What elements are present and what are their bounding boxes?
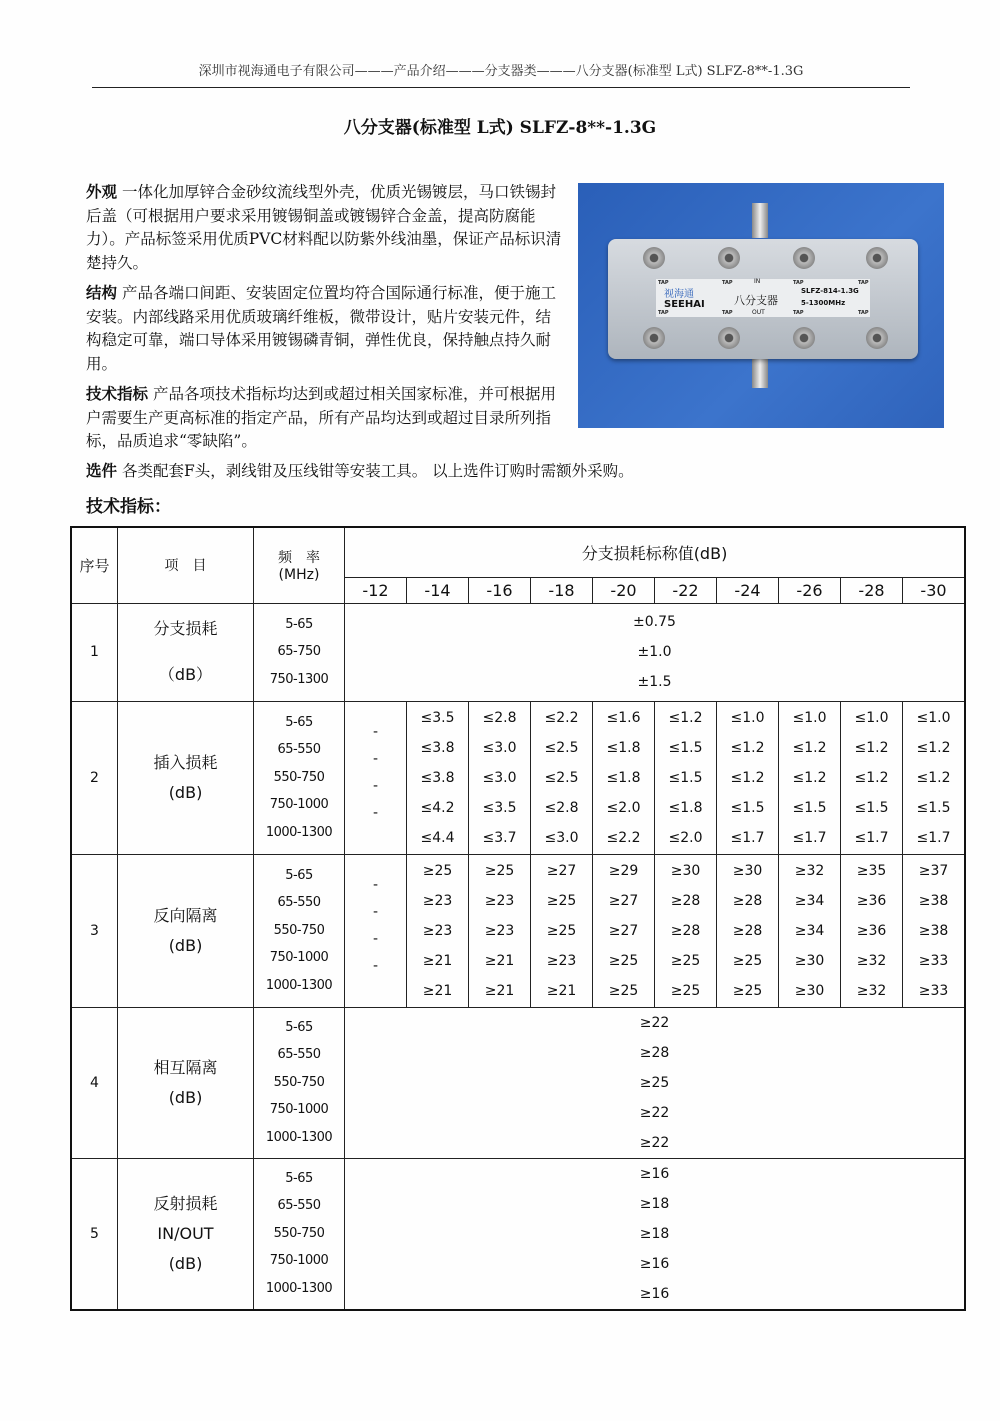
value: ≥28 — [670, 892, 701, 909]
value: ≤4.4 — [420, 829, 455, 846]
value: ±1.5 — [637, 674, 672, 690]
value: ≤2.2 — [544, 709, 579, 726]
tap-label: TAP — [722, 280, 733, 286]
appearance-paragraph — [86, 180, 564, 275]
header-col: -14 — [407, 577, 469, 603]
value: ≤1.2 — [854, 739, 889, 756]
dash: - — [372, 777, 379, 794]
value: ≤1.2 — [854, 769, 889, 786]
tap-label: TAP — [658, 310, 669, 316]
value: ≥30 — [794, 982, 825, 999]
running-header: 深圳市视海通电子有限公司———产品介绍———分支器类———八分支器(标准型 L式) SLFZ-8**-1.3G — [92, 60, 910, 88]
col-minus12-values — [345, 854, 407, 1007]
dash: - — [372, 804, 379, 821]
value: ≥32 — [794, 862, 825, 879]
value: ≥25 — [670, 982, 701, 999]
tap-port — [866, 247, 888, 269]
value: ≥25 — [484, 862, 515, 879]
value: ≥18 — [639, 1195, 670, 1212]
freq-value: 1000-1300 — [265, 1129, 333, 1145]
value: ≤2.8 — [544, 799, 579, 816]
value-cell — [593, 701, 655, 854]
row-item-line: 分支损耗 — [153, 619, 218, 638]
value: ≥27 — [608, 922, 639, 939]
structure-text: 产品各端口间距、安装固定位置均符合国际通行标准，便于施工安装。内部线路采用优质玻璃纤维板，微带设计，贴片安装元件，结构稳定可靠，端口导体采用镀锡磷青铜，弹性优良，保持触点持久耐用。 — [86, 284, 556, 373]
value-cell — [407, 701, 469, 854]
value: ≥16 — [639, 1255, 670, 1272]
value: ≥16 — [639, 1285, 670, 1302]
table-row — [71, 1007, 965, 1158]
merged-value — [345, 1007, 966, 1158]
appearance-text: 一体化加厚锌合金砂纹流线型外壳，优质光锡镀层，马口铁锡封后盖（可根据用户要求采用镀锡铜盖或镀锡锌合金盖，提高防腐能力）。产品标签采用优质PVC材料配以防紫外线油墨，保证产品标识清楚持久。 — [86, 183, 562, 272]
value: ≤1.2 — [730, 739, 765, 756]
tap-label: TAP — [858, 310, 869, 316]
tap-label: TAP — [858, 280, 869, 286]
page-title: 八分支器(标准型 L式) SLFZ-8**-1.3G — [343, 118, 657, 138]
value: ≥23 — [484, 892, 515, 909]
out-label: OUT — [752, 309, 765, 316]
tap-port — [793, 327, 815, 349]
freq-value: 750-1300 — [269, 671, 329, 687]
tap-label: TAP — [722, 310, 733, 316]
model-label: SLFZ-814-1.3G — [801, 287, 859, 295]
value-cell — [717, 701, 779, 854]
dash: - — [372, 876, 379, 893]
row-item — [118, 603, 254, 701]
header-col: -30 — [903, 577, 966, 603]
value-cell — [779, 854, 841, 1007]
header-row — [71, 527, 965, 577]
row-item-line: (dB) — [168, 1087, 203, 1107]
tap-port — [718, 247, 740, 269]
header-col: -28 — [841, 577, 903, 603]
intro-text — [86, 180, 564, 460]
value: ≤1.5 — [668, 739, 703, 756]
value: ≥28 — [732, 892, 763, 909]
value: ≥34 — [794, 922, 825, 939]
table-row — [71, 854, 965, 1007]
value: ≥27 — [546, 862, 577, 879]
product-name-label: 八分支器 — [734, 294, 778, 307]
merged-value — [345, 1158, 966, 1310]
value: ≥37 — [918, 862, 949, 879]
appearance-label: 外观 — [86, 182, 118, 201]
value: ≤1.8 — [668, 799, 703, 816]
value-cell — [903, 854, 966, 1007]
value: ≥38 — [918, 922, 949, 939]
row-item-line: 反向隔离 — [153, 905, 218, 925]
freq-value: 65-550 — [277, 1198, 321, 1214]
row-freq — [254, 854, 345, 1007]
value: ≤1.5 — [730, 799, 765, 816]
value-cell — [841, 854, 903, 1007]
value: ≥23 — [546, 952, 577, 969]
merged-value — [345, 603, 966, 701]
value: ≥34 — [794, 892, 825, 909]
freq-value: 65-550 — [277, 895, 321, 911]
value: ≤1.7 — [854, 829, 889, 846]
freq-value: 5-65 — [285, 867, 313, 883]
dash: - — [372, 750, 379, 767]
table-row — [71, 603, 965, 701]
value: ≤3.5 — [482, 799, 517, 816]
row-number: 5 — [71, 1158, 118, 1310]
tap-port — [793, 247, 815, 269]
structure-paragraph — [86, 281, 564, 376]
row-freq — [254, 1007, 345, 1158]
in-label: IN — [754, 278, 761, 285]
value: ≤1.7 — [730, 829, 765, 846]
spec-text: 产品各项技术指标均达到或超过相关国家标准，并可根据用户需要生产更高标准的指定产品，所有产品均达到或超过目录所列指标，品质追求“零缺陷”。 — [86, 385, 556, 450]
row-freq — [254, 1158, 345, 1310]
row-item-line: （dB） — [158, 665, 213, 684]
tap-port — [718, 327, 740, 349]
value-cell — [469, 701, 531, 854]
value: ≥27 — [608, 892, 639, 909]
structure-label: 结构 — [86, 283, 118, 302]
header-col: -18 — [531, 577, 593, 603]
header-no: 序号 — [71, 527, 118, 603]
options-label: 选件 — [86, 461, 118, 480]
header-col: -12 — [345, 577, 407, 603]
header-freq — [254, 527, 345, 603]
value: ≤1.6 — [606, 709, 641, 726]
value: ≥21 — [546, 982, 577, 999]
tap-port — [643, 247, 665, 269]
value: ≤1.2 — [916, 769, 951, 786]
splitter-body — [608, 239, 918, 359]
value: ≤2.0 — [668, 829, 703, 846]
value: ≥18 — [639, 1225, 670, 1242]
value-cell — [903, 701, 966, 854]
freq-value: 750-1000 — [269, 1253, 329, 1269]
value: ≤1.5 — [916, 799, 951, 816]
value: ≥22 — [639, 1134, 670, 1151]
value-cell — [593, 854, 655, 1007]
value: ≤1.0 — [854, 709, 889, 726]
value: ≥25 — [732, 982, 763, 999]
header-col: -16 — [469, 577, 531, 603]
value: ≥23 — [484, 922, 515, 939]
value: ≥30 — [732, 862, 763, 879]
row-item-line: 相互隔离 — [153, 1057, 218, 1077]
value: ≥28 — [639, 1044, 670, 1061]
row-item-line: (dB) — [168, 1253, 203, 1273]
value: ≥25 — [732, 952, 763, 969]
value: ≥36 — [856, 892, 887, 909]
row-number: 2 — [71, 701, 118, 854]
freq-value: 5-65 — [285, 616, 313, 632]
tap-label: TAP — [793, 310, 804, 316]
freq-value: 750-1000 — [269, 797, 329, 813]
value: ≥36 — [856, 922, 887, 939]
value: ≥30 — [670, 862, 701, 879]
col-minus12-values — [345, 701, 407, 854]
value: ≤1.5 — [792, 799, 827, 816]
header-freq-unit: (MHz) — [278, 567, 320, 584]
tap-port — [643, 327, 665, 349]
value-cell — [779, 701, 841, 854]
value: ≤1.0 — [792, 709, 827, 726]
value: ≤1.2 — [668, 709, 703, 726]
spec-paragraph — [86, 382, 564, 454]
value: ≤3.8 — [420, 769, 455, 786]
freq-value: 65-550 — [277, 1047, 321, 1063]
table-row — [71, 701, 965, 854]
header-freq-label: 频 率 — [278, 550, 320, 567]
row-item-line: 插入损耗 — [153, 752, 218, 772]
dash: - — [372, 723, 379, 740]
value: ≥25 — [608, 982, 639, 999]
brand-cn: 视海通 — [664, 289, 694, 300]
value: ≤2.0 — [606, 799, 641, 816]
value: ≥28 — [670, 922, 701, 939]
value: ≤1.5 — [668, 769, 703, 786]
tap-label: TAP — [793, 280, 804, 286]
value: ≤1.2 — [730, 769, 765, 786]
dash: - — [372, 903, 379, 920]
row-item-line: (dB) — [168, 935, 203, 955]
value: ≥28 — [732, 922, 763, 939]
freq-value: 750-1000 — [269, 1102, 329, 1118]
freq-value: 550-750 — [273, 769, 325, 785]
value: ≥25 — [546, 922, 577, 939]
freq-value: 550-750 — [273, 1225, 325, 1241]
product-label — [656, 279, 870, 317]
row-number: 4 — [71, 1007, 118, 1158]
value: ≥23 — [422, 922, 453, 939]
value: ≤2.8 — [482, 709, 517, 726]
value: ≤1.7 — [792, 829, 827, 846]
value: ≤3.7 — [482, 829, 517, 846]
freq-value: 1000-1300 — [265, 1280, 333, 1296]
value: ≤3.0 — [482, 739, 517, 756]
value-cell — [531, 854, 593, 1007]
brand-en: SEEHAI — [664, 299, 705, 310]
row-item — [118, 1158, 254, 1310]
value: ≥23 — [422, 892, 453, 909]
value: ≤1.2 — [916, 739, 951, 756]
value: ≤2.5 — [544, 769, 579, 786]
value: ≥22 — [639, 1014, 670, 1031]
row-freq — [254, 701, 345, 854]
value: ≥32 — [856, 952, 887, 969]
header-col: -26 — [779, 577, 841, 603]
value: ≤1.2 — [792, 769, 827, 786]
value: ≥25 — [670, 952, 701, 969]
freq-value: 5-65 — [285, 714, 313, 730]
value: ≥29 — [608, 862, 639, 879]
value: ≥33 — [918, 952, 949, 969]
value: ≥21 — [484, 952, 515, 969]
value: ≤2.5 — [544, 739, 579, 756]
value-cell — [469, 854, 531, 1007]
value: ±1.0 — [637, 644, 672, 660]
freq-value: 750-1000 — [269, 950, 329, 966]
row-freq — [254, 603, 345, 701]
value-cell — [655, 854, 717, 1007]
value: ≥21 — [422, 952, 453, 969]
value: ≥33 — [918, 982, 949, 999]
value: ≤1.8 — [606, 769, 641, 786]
value: ≤1.0 — [916, 709, 951, 726]
value: ≥21 — [422, 982, 453, 999]
value-cell — [531, 701, 593, 854]
product-photo — [578, 183, 944, 428]
freq-value: 550-750 — [273, 922, 325, 938]
value: ≤1.5 — [854, 799, 889, 816]
value: ≤1.7 — [916, 829, 951, 846]
freq-value: 65-750 — [277, 644, 321, 660]
freq-value: 550-750 — [273, 1074, 325, 1090]
spec-heading: 技术指标： — [86, 497, 171, 517]
tap-port — [866, 327, 888, 349]
value: ≤1.2 — [792, 739, 827, 756]
freq-value: 65-550 — [277, 742, 321, 758]
row-number: 1 — [71, 603, 118, 701]
freq-value: 1000-1300 — [265, 977, 333, 993]
header-item: 项 目 — [118, 527, 254, 603]
row-item-line: 反射损耗 — [153, 1193, 218, 1213]
value-cell — [841, 701, 903, 854]
freq-value: 5-65 — [285, 1019, 313, 1035]
value: ≥25 — [639, 1074, 670, 1091]
value: ≤1.8 — [606, 739, 641, 756]
value: ≤4.2 — [420, 799, 455, 816]
row-item-line: (dB) — [168, 782, 203, 802]
value: ≤3.8 — [420, 739, 455, 756]
value: ≥30 — [794, 952, 825, 969]
value: ≤1.0 — [730, 709, 765, 726]
value: ≥38 — [918, 892, 949, 909]
dash: - — [372, 957, 379, 974]
row-item-line: IN/OUT — [157, 1223, 214, 1243]
value: ≥25 — [608, 952, 639, 969]
value-cell — [655, 701, 717, 854]
value: ±0.75 — [633, 614, 676, 630]
header-col: -20 — [593, 577, 655, 603]
dash: - — [372, 930, 379, 947]
options-text: 各类配套F头，剥线钳及压线钳等安装工具。 以上选件订购时需额外采购。 — [117, 462, 634, 480]
range-label: 5-1300MHz — [801, 299, 846, 307]
row-item — [118, 1007, 254, 1158]
value: ≥25 — [422, 862, 453, 879]
header-group: 分支损耗标称值(dB) — [345, 527, 966, 577]
input-connector — [752, 203, 768, 238]
row-number: 3 — [71, 854, 118, 1007]
value-cell — [717, 854, 779, 1007]
header-col: -22 — [655, 577, 717, 603]
value-cell — [407, 854, 469, 1007]
value: ≥32 — [856, 982, 887, 999]
options-paragraph — [86, 459, 634, 481]
value: ≥21 — [484, 982, 515, 999]
header-col: -24 — [717, 577, 779, 603]
table-row — [71, 1158, 965, 1310]
value: ≥35 — [856, 862, 887, 879]
value: ≥25 — [546, 892, 577, 909]
value: ≤3.0 — [482, 769, 517, 786]
value: ≤3.0 — [544, 829, 579, 846]
freq-value: 5-65 — [285, 1170, 313, 1186]
tap-label: TAP — [658, 280, 669, 286]
value: ≥22 — [639, 1104, 670, 1121]
value: ≥16 — [639, 1165, 670, 1182]
freq-value: 1000-1300 — [265, 824, 333, 840]
value: ≤3.5 — [420, 709, 455, 726]
spec-label: 技术指标 — [86, 384, 149, 403]
value: ≤2.2 — [606, 829, 641, 846]
spec-table — [70, 526, 966, 1311]
row-item — [118, 854, 254, 1007]
row-item — [118, 701, 254, 854]
